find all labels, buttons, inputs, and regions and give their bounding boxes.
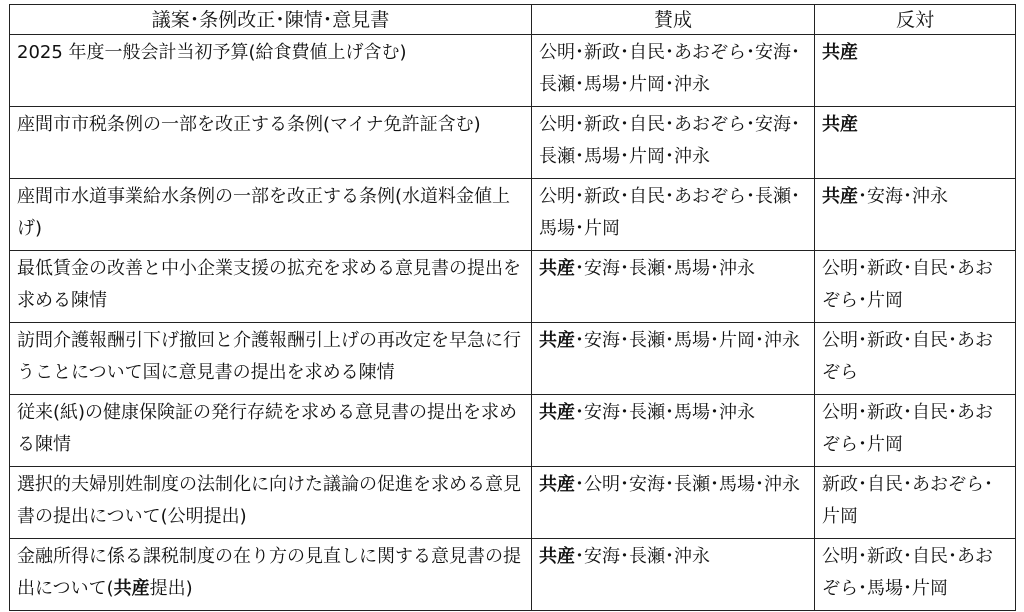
cell-text: 公明･新政･自民･あおぞら･片岡: [822, 258, 993, 311]
vote-results-table: [9, 4, 1016, 611]
cell-yes: [532, 107, 815, 179]
cell-text: 最低賃金の改善と中小企業支援の拡充を求める意見書の提出を求める陳情: [17, 258, 521, 311]
document-page: [9, 4, 1016, 611]
party-name-bold: 共産: [539, 402, 575, 423]
party-name-bold: 共産: [822, 42, 858, 63]
table-row: [10, 179, 1016, 251]
cell-text: ･安海･沖永: [858, 186, 948, 207]
header-yes: 賛成: [532, 5, 815, 35]
cell-text: 座間市市税条例の一部を改正する条例(マイナ免許証含む): [17, 114, 481, 135]
header-no: 反対: [815, 5, 1016, 35]
cell-no: [815, 251, 1016, 323]
cell-yes: [532, 35, 815, 107]
party-name-bold: 共産: [539, 258, 575, 279]
cell-text: 金融所得に係る課税制度の在り方の見直しに関する意見書の提出について(: [17, 546, 521, 599]
cell-text: 公明･新政･自民･あおぞら･馬場･片岡: [822, 546, 993, 599]
cell-text: 従来(紙)の健康保険証の発行存続を求める意見書の提出を求める陳情: [17, 402, 518, 455]
cell-no: [815, 179, 1016, 251]
cell-item: [10, 539, 532, 611]
cell-text: 提出): [149, 578, 193, 599]
party-name-bold: 共産: [113, 578, 150, 599]
cell-item: [10, 35, 532, 107]
table-row: [10, 539, 1016, 611]
cell-yes: [532, 467, 815, 539]
cell-text: 2025 年度一般会計当初予算(給食費値上げ含む): [17, 42, 407, 63]
table-row: [10, 323, 1016, 395]
party-name-bold: 共産: [539, 330, 575, 351]
cell-text: ･安海･長瀬･馬場･沖永: [575, 402, 755, 423]
cell-item: [10, 395, 532, 467]
cell-yes: [532, 179, 815, 251]
cell-yes: [532, 323, 815, 395]
cell-text: 公明･新政･自民･あおぞら: [822, 330, 993, 383]
cell-text: ･公明･安海･長瀬･馬場･沖永: [575, 474, 800, 495]
cell-no: [815, 107, 1016, 179]
cell-item: [10, 251, 532, 323]
table-row: [10, 395, 1016, 467]
cell-no: [815, 35, 1016, 107]
table-row: [10, 107, 1016, 179]
table-row: [10, 467, 1016, 539]
cell-no: [815, 539, 1016, 611]
cell-text: 公明･新政･自民･あおぞら･長瀬･馬場･片岡: [539, 186, 800, 239]
cell-text: 選択的夫婦別姓制度の法制化に向けた議論の促進を求める意見書の提出について(公明提出): [17, 474, 521, 527]
cell-item: [10, 107, 532, 179]
table-header-row: [10, 5, 1016, 35]
header-item: 議案･条例改正･陳情･意見書: [10, 5, 532, 35]
cell-text: ･安海･長瀬･馬場･沖永: [575, 258, 755, 279]
cell-text: ･安海･長瀬･沖永: [575, 546, 710, 567]
cell-yes: [532, 395, 815, 467]
cell-text: 公明･新政･自民･あおぞら･安海･長瀬･馬場･片岡･沖永: [539, 114, 800, 167]
cell-text: ･安海･長瀬･馬場･片岡･沖永: [575, 330, 800, 351]
cell-item: [10, 467, 532, 539]
cell-no: [815, 467, 1016, 539]
cell-no: [815, 395, 1016, 467]
cell-yes: [532, 539, 815, 611]
cell-no: [815, 323, 1016, 395]
cell-item: [10, 323, 532, 395]
cell-text: 公明･新政･自民･あおぞら･安海･長瀬･馬場･片岡･沖永: [539, 42, 800, 95]
party-name-bold: 共産: [539, 546, 575, 567]
table-row: [10, 251, 1016, 323]
cell-text: 訪問介護報酬引下げ撤回と介護報酬引上げの再改定を早急に行うことについて国に意見書の提出を求める陳情: [17, 330, 521, 383]
cell-text: 新政･自民･あおぞら･片岡: [822, 474, 993, 527]
cell-item: [10, 179, 532, 251]
party-name-bold: 共産: [539, 474, 575, 495]
cell-text: 座間市水道事業給水条例の一部を改正する条例(水道料金値上げ): [17, 186, 511, 239]
cell-text: 公明･新政･自民･あおぞら･片岡: [822, 402, 993, 455]
party-name-bold: 共産: [822, 114, 858, 135]
cell-yes: [532, 251, 815, 323]
party-name-bold: 共産: [822, 186, 858, 207]
table-row: [10, 35, 1016, 107]
